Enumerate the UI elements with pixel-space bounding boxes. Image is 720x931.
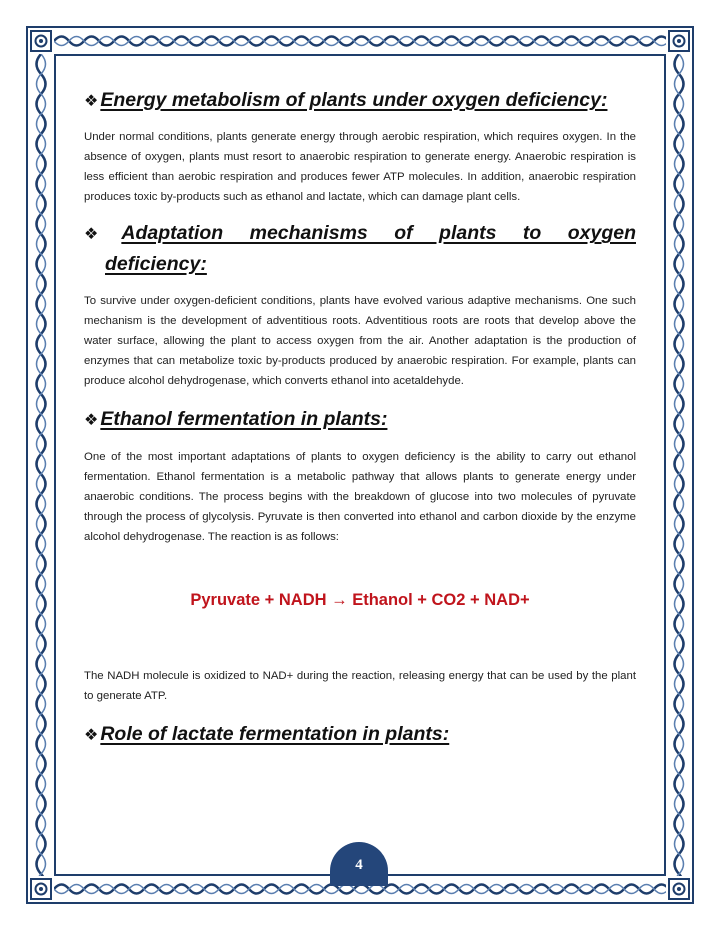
corner-ornament-icon xyxy=(30,30,52,52)
paragraph-nadh: The NADH molecule is oxidized to NAD+ during the reaction, releasing energy that can be used by the plant to generate ATP. xyxy=(84,669,636,702)
heading-text: Adaptation mechanisms of plants to oxygen xyxy=(121,222,636,245)
page-number-badge: 4 xyxy=(330,842,388,886)
section-heading-lactate-fermentation xyxy=(84,722,636,746)
diamond-bullet-icon: ❖ xyxy=(84,226,120,244)
section-heading-energy-metabolism xyxy=(84,88,636,112)
corner-ornament-icon xyxy=(668,878,690,900)
page-content xyxy=(84,84,636,746)
diamond-bullet-icon: ❖ xyxy=(84,412,99,430)
section-heading-adaptation-line1 xyxy=(84,221,636,245)
heading-text: Role of lactate fermentation in plants: xyxy=(100,722,450,745)
heading-text: deficiency: xyxy=(105,252,207,275)
heading-text: Ethanol fermentation in plants: xyxy=(100,408,388,431)
paragraph-adaptation: To survive under oxygen-deficient conditions, plants have evolved various adaptive mechanisms. One such mechanism is the development of adventitious roots. Adventitious roots are roots that develop above the water surface, allowing the plant to access oxygen from the air. Another adaptation is the production of enzymes that can metabolize toxic by-products produced by anaerobic respiration. For example, plants can produce alcohol dehydrogenase, which converts ethanol into acetaldehyde. xyxy=(84,295,636,388)
border-band-right xyxy=(668,54,690,876)
reaction-equation: Pyruvate + NADH → Ethanol + CO2 + NAD+ xyxy=(190,590,530,609)
diamond-bullet-icon: ❖ xyxy=(84,726,99,744)
heading-text: Energy metabolism of plants under oxygen deficiency: xyxy=(100,89,608,111)
corner-ornament-icon xyxy=(668,30,690,52)
section-heading-ethanol-fermentation xyxy=(84,407,636,431)
corner-ornament-icon xyxy=(30,878,52,900)
diamond-bullet-icon: ❖ xyxy=(84,93,99,110)
border-band-top xyxy=(54,30,666,52)
paragraph-ethanol-fermentation: One of the most important adaptations of plants to oxygen deficiency is the ability to carry out ethanol fermentation. Ethanol fermentation is a metabolic pathway that allows plants to generate energy under anaerobic conditions. The process begins with the breakdown of glucose into two molecules of pyruvate through the process of glycolysis. Pyruvate is then converted into ethanol and carbon dioxide by the enzyme alcohol dehydrogenase. The reaction is as follows: xyxy=(84,450,636,543)
paragraph-energy-metabolism: Under normal conditions, plants generate energy through aerobic respiration, which requires oxygen. In the absence of oxygen, plants must resort to anaerobic respiration to generate energy. Anaerobic respiration is less efficient than aerobic respiration and produces fewer ATP molecules. In addition, anaerobic respiration produces toxic by-products such as ethanol and lactate, which can damage plant cells. xyxy=(84,131,636,204)
section-heading-adaptation-line2 xyxy=(84,252,636,276)
border-band-left xyxy=(30,54,52,876)
